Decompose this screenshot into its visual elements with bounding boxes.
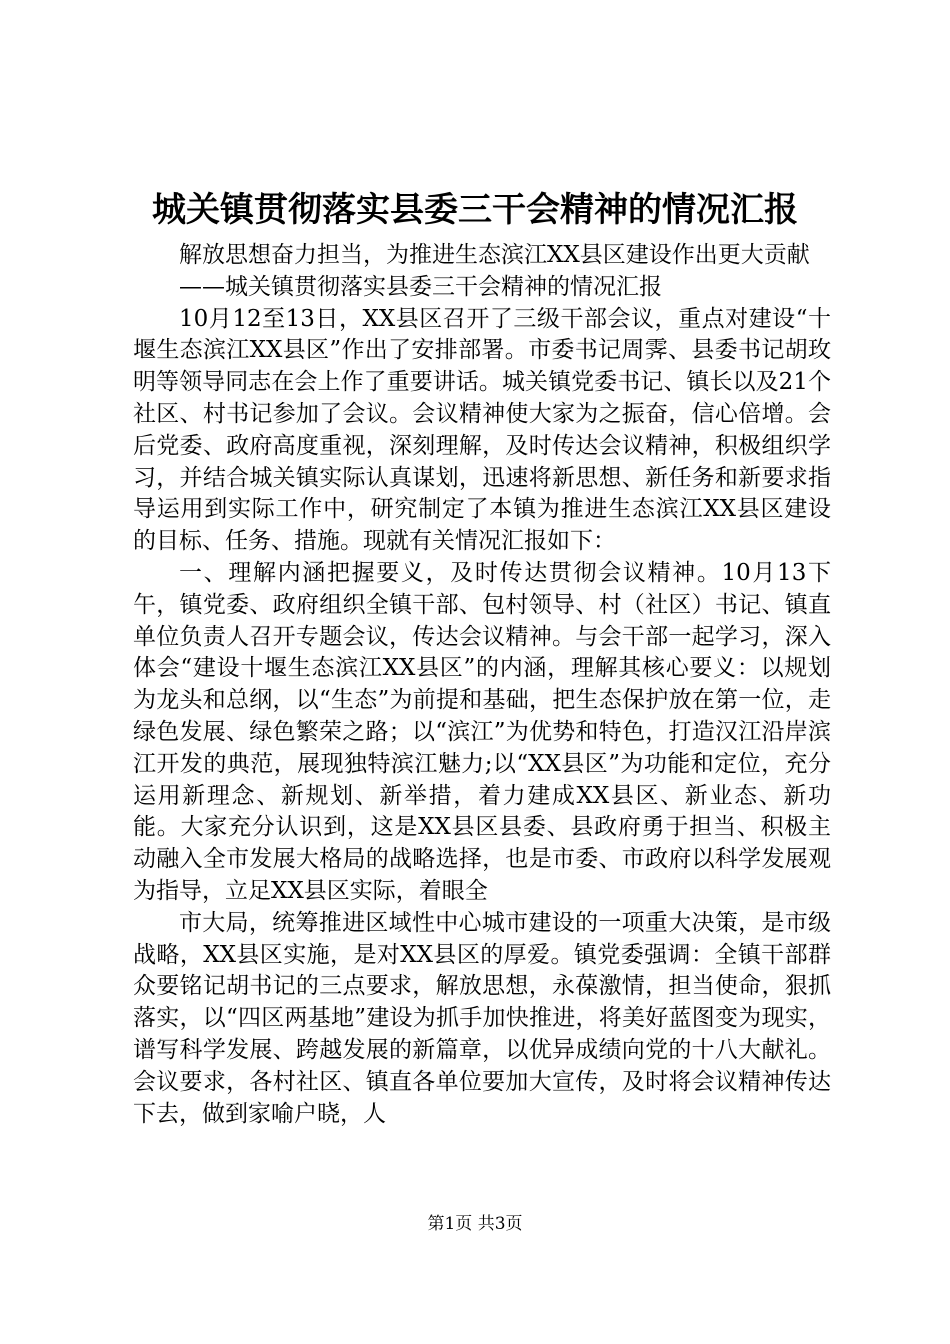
subtitle-paragraph: 解放思想奋力担当，为推进生态滨江XX县区建设作出更大贡献 bbox=[179, 242, 810, 268]
document-body bbox=[133, 240, 831, 1130]
body-paragraph: 市大局，统筹推进区域性中心城市建设的一项重大决策，是市级战略，XX县区实施，是对XX县区的厚爱。镇党委强调：全镇干部群众要铭记胡书记的三点要求，解放思想，永葆激情，担当使命，狠抓落实，以“四区两基地”建设为抓手加快推进，将美好蓝图变为现实，谱写科学发展、跨越发展的新篇章，以优异成绩向党的十八大献礼。会议要求，各村社区、镇直各单位要加大宣传，及时将会议精神传达下去，做到家喻户晓，人 bbox=[133, 909, 831, 1127]
document-title: 城关镇贯彻落实县委三干会精神的情况汇报 bbox=[152, 190, 798, 230]
subtitle-dash-line: ——城关镇贯彻落实县委三干会精神的情况汇报 bbox=[179, 273, 662, 300]
page-number-footer: 第1页 共3页 bbox=[427, 1214, 523, 1234]
body-paragraph: 10月12至13日，XX县区召开了三级干部会议，重点对建设“十堰生态滨江XX县区”作出了安排部署。市委书记周霁、县委书记胡玫明等领导同志在会上作了重要讲话。城关镇党委书记、镇长以及21个社区、村书记参加了会议。会议精神使大家为之振奋，信心倍增。会后党委、政府高度重视，深刻理解，及时传达会议精神，积极组织学习，并结合城关镇实际认真谋划，迅速将新思想、新任务和新要求指导运用到实际工作中，研究制定了本镇为推进生态滨江XX县区建设的目标、任务、措施。现就有关情况汇报如下： bbox=[133, 305, 831, 555]
body-paragraph: 一、理解内涵把握要义，及时传达贯彻会议精神。10月13下午，镇党委、政府组织全镇干部、包村领导、村（社区）书记、镇直单位负责人召开专题会议，传达会议精神。与会干部一起学习，深入体会“建设十堰生态滨江XX县区”的内涵，理解其核心要义：以规划为龙头和总纲，以“生态”为前提和基础，把生态保护放在第一位，走绿色发展、绿色繁荣之路；以“滨江”为优势和特色，打造汉江沿岸滨江开发的典范，展现独特滨江魅力;以“XX县区”为功能和定位，充分运用新理念、新规划、新举措，着力建成XX县区、新业态、新功能。大家充分认识到，这是XX县区县委、县政府勇于担当、积极主动融入全市发展大格局的战略选择，也是市委、市政府以科学发展观为指导，立足XX县区实际，着眼全 bbox=[133, 559, 831, 904]
